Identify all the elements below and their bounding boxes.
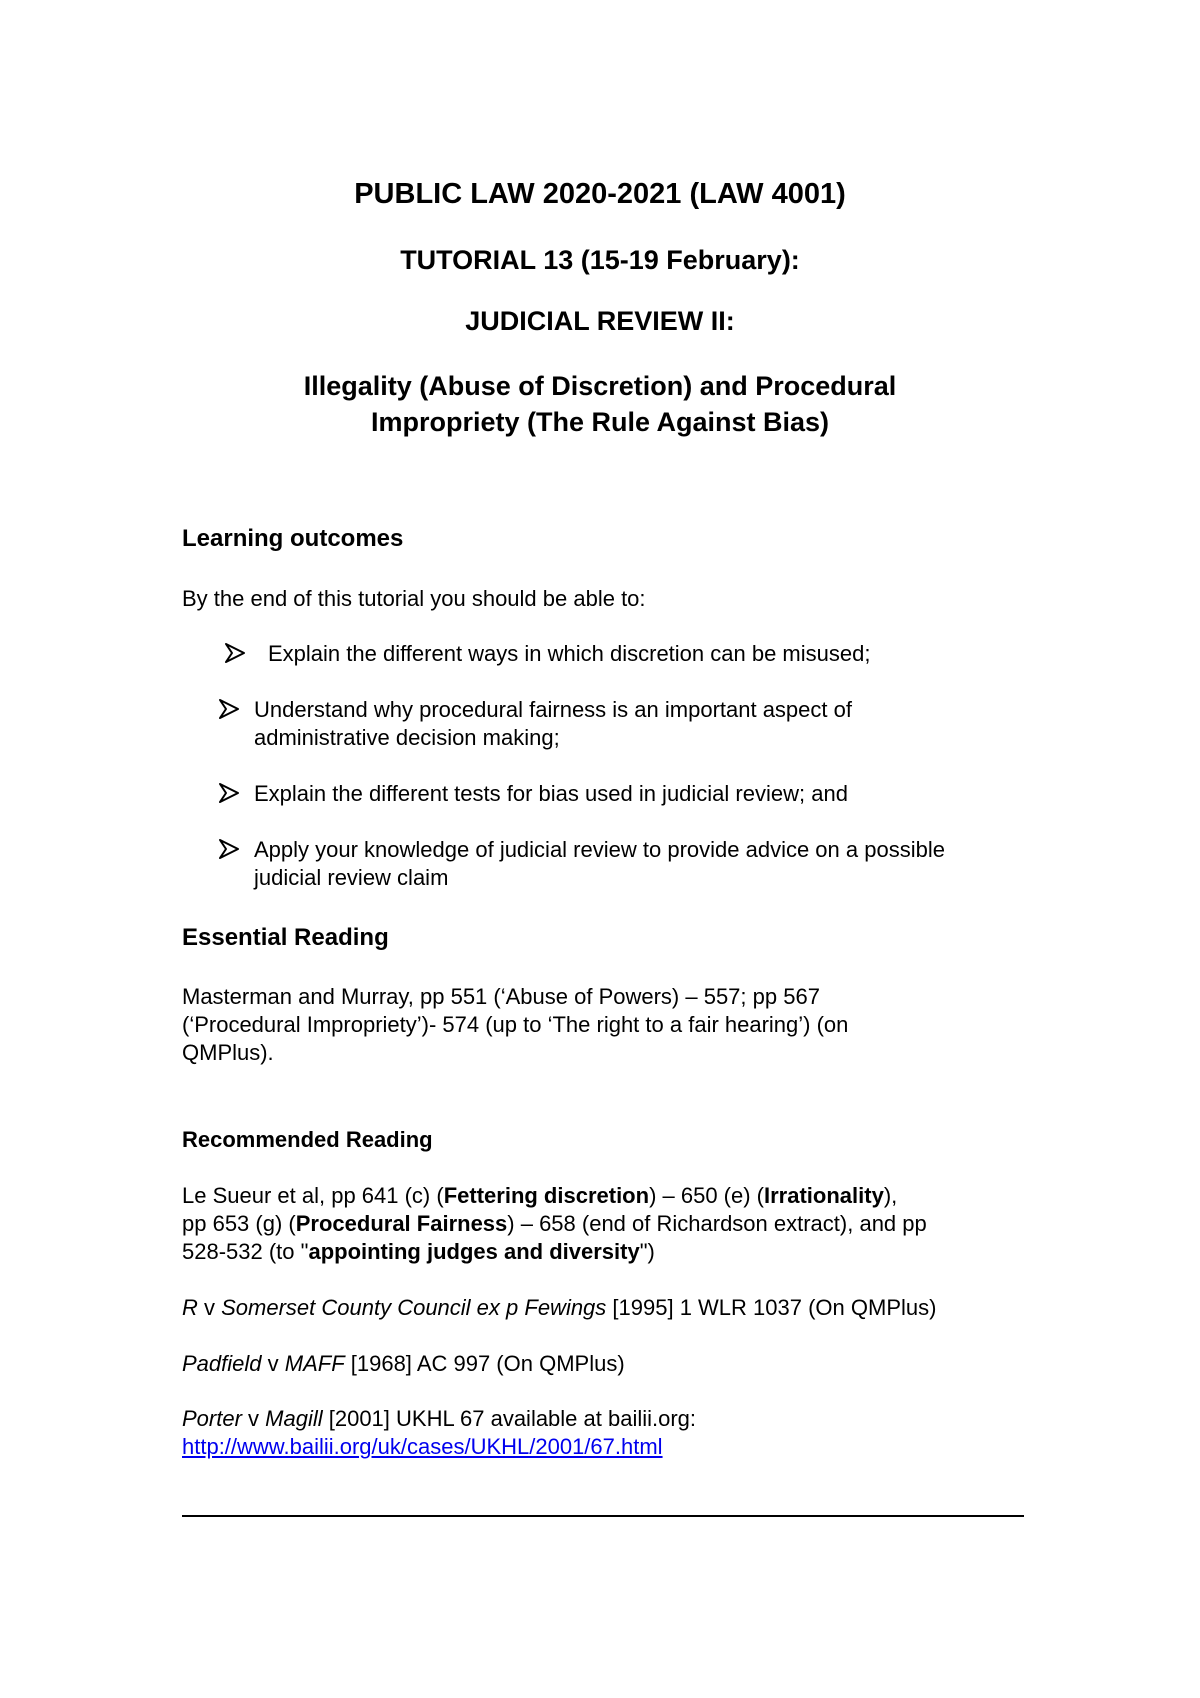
horizontal-divider <box>182 1515 1024 1517</box>
case-party: R <box>182 1295 198 1320</box>
text: pp 653 (g) ( <box>182 1211 296 1236</box>
list-item <box>218 836 1038 892</box>
bold-term: Fettering discretion <box>443 1183 650 1208</box>
reading-item-le-sueur <box>182 1182 1032 1266</box>
text: Le Sueur et al, pp 641 (c) ( <box>182 1183 444 1208</box>
list-item-text: Apply your knowledge of judicial review to provide advice on a possible <box>254 837 945 862</box>
text-line <box>182 1210 1032 1238</box>
learning-outcomes-intro: By the end of this tutorial you should be able to: <box>182 586 646 611</box>
list-item-text: Explain the different tests for bias used in judicial review; and <box>254 781 848 806</box>
text: v <box>197 1295 222 1320</box>
arrow-bullet-icon <box>224 640 246 664</box>
list-item <box>218 696 1038 752</box>
list-item <box>224 640 1044 668</box>
reading-item-porter <box>182 1405 1032 1461</box>
text-line: (‘Procedural Impropriety’)- 574 (up to ‘The right to a fair hearing’) (on <box>182 1012 849 1037</box>
document-title: PUBLIC LAW 2020-2021 (LAW 4001) <box>354 178 846 210</box>
reading-item-padfield <box>182 1350 1032 1378</box>
text: v <box>261 1351 285 1376</box>
arrow-bullet-icon <box>218 836 240 860</box>
bold-term: Procedural Fairness <box>295 1211 508 1236</box>
case-party: Porter <box>182 1406 242 1431</box>
topic-heading: JUDICIAL REVIEW II: <box>465 306 735 336</box>
text: 528-532 (to " <box>182 1239 309 1264</box>
text-line: QMPlus). <box>182 1040 274 1065</box>
learning-outcomes-heading: Learning outcomes <box>182 525 404 552</box>
subtitle-line: Illegality (Abuse of Discretion) and Procedural <box>303 371 897 401</box>
text: [2001] UKHL 67 available at bailii.org: <box>322 1406 697 1431</box>
list-item-text: administrative decision making; <box>254 725 560 750</box>
text-line <box>182 1433 1032 1461</box>
case-party: Magill <box>265 1406 323 1431</box>
text: ") <box>639 1239 655 1264</box>
bold-term: appointing judges and diversity <box>308 1239 640 1264</box>
text: ), <box>883 1183 898 1208</box>
case-party: Padfield <box>182 1351 262 1376</box>
essential-reading-heading: Essential Reading <box>182 924 389 951</box>
arrow-bullet-icon <box>218 780 240 804</box>
text: [1995] 1 WLR 1037 (On QMPlus) <box>606 1295 937 1320</box>
reading-item-fewings <box>182 1294 1032 1322</box>
list-item-text: judicial review claim <box>254 865 449 890</box>
arrow-bullet-icon <box>218 696 240 720</box>
bold-term: Irrationality <box>764 1183 884 1208</box>
text: ) – 658 (end of Richardson extract), and pp <box>507 1211 927 1236</box>
text-line <box>182 1405 1032 1433</box>
list-item <box>218 780 1038 808</box>
text-line <box>182 1182 1032 1210</box>
essential-reading-text <box>182 983 1032 1067</box>
subtitle <box>0 368 1200 440</box>
case-party: MAFF <box>284 1351 345 1376</box>
tutorial-heading: TUTORIAL 13 (15-19 February): <box>400 245 800 275</box>
case-party: Somerset County Council ex p Fewings <box>221 1295 607 1320</box>
text: ) – 650 (e) ( <box>649 1183 764 1208</box>
subtitle-line: Impropriety (The Rule Against Bias) <box>370 407 830 437</box>
list-item-text: Understand why procedural fairness is an important aspect of <box>254 697 852 722</box>
recommended-reading-heading: Recommended Reading <box>182 1127 433 1152</box>
text-line <box>182 1238 1032 1266</box>
text: [1968] AC 997 (On QMPlus) <box>344 1351 625 1376</box>
text-line: Masterman and Murray, pp 551 (‘Abuse of Powers) – 557; pp 567 <box>182 984 820 1009</box>
text: v <box>241 1406 266 1431</box>
list-item-text: Explain the different ways in which discretion can be misused; <box>268 641 871 666</box>
bailii-link[interactable]: http://www.bailii.org/uk/cases/UKHL/2001/67.html <box>182 1434 663 1459</box>
